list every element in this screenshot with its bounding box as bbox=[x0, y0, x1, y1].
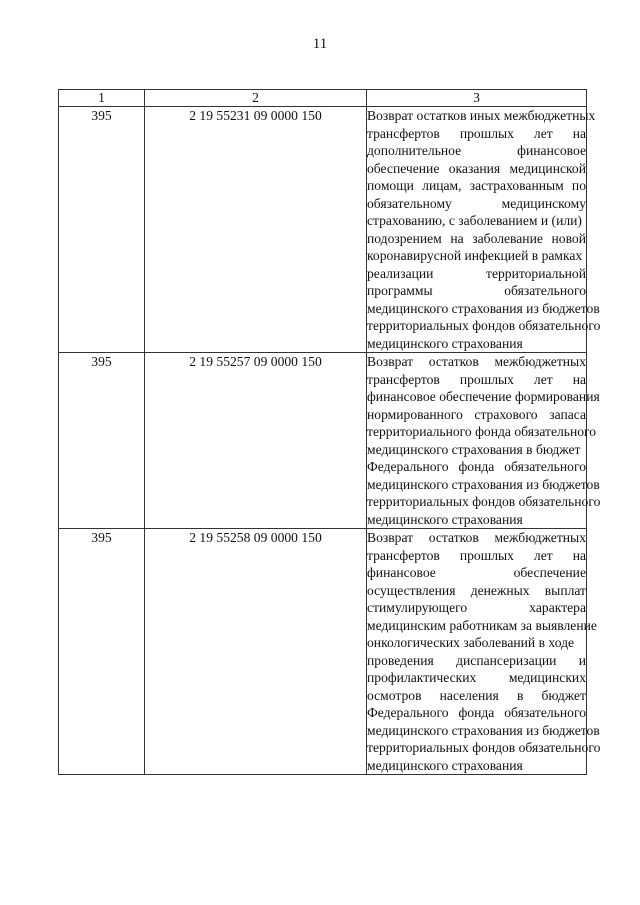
income-name-cell bbox=[367, 353, 601, 529]
name-text-line bbox=[367, 547, 586, 565]
name-text-line bbox=[367, 423, 597, 441]
name-word: обязательному bbox=[367, 195, 452, 211]
name-word: медицинской bbox=[509, 160, 586, 176]
name-word: страхованию, с заболеванием и (или) bbox=[367, 213, 582, 228]
name-word: территориального фонда обязательного bbox=[367, 424, 597, 439]
name-text-line bbox=[367, 687, 586, 705]
name-word: медицинских bbox=[508, 670, 586, 685]
name-text-line bbox=[367, 142, 586, 160]
name-text-line bbox=[367, 371, 586, 389]
name-word: обязательного bbox=[504, 459, 586, 474]
name-word: лет bbox=[533, 125, 553, 141]
name-word: прошлых bbox=[459, 547, 514, 563]
name-word: трансфертов bbox=[367, 371, 440, 387]
name-word: финансовое bbox=[367, 565, 436, 580]
name-word: проведения bbox=[367, 652, 434, 668]
name-text-line bbox=[367, 599, 586, 617]
name-word: межбюджетных bbox=[494, 354, 586, 369]
table-row bbox=[59, 529, 587, 775]
name-word: характера bbox=[529, 600, 586, 615]
name-text-line bbox=[367, 441, 586, 459]
name-text-line bbox=[367, 388, 600, 406]
name-text-line bbox=[367, 529, 586, 547]
name-word: межбюджетных bbox=[494, 530, 586, 545]
name-word: обязательного bbox=[504, 283, 586, 298]
name-word: коронавирусной инфекцией в рамках bbox=[367, 248, 583, 263]
header-col-3: 3 bbox=[367, 90, 587, 107]
name-word: стимулирующего bbox=[367, 600, 468, 615]
name-word: медицинскому bbox=[501, 195, 586, 211]
name-word: новой bbox=[551, 230, 586, 246]
name-text-line bbox=[367, 300, 600, 318]
admin-code-cell: 395 bbox=[59, 353, 145, 529]
name-word: лет bbox=[533, 371, 553, 387]
name-word: лицам, bbox=[422, 178, 462, 193]
admin-code-cell: 395 bbox=[59, 529, 145, 775]
name-word: страхового bbox=[474, 406, 538, 422]
name-word: Возврат bbox=[367, 530, 414, 545]
name-word: Возврат bbox=[367, 354, 414, 369]
name-word: на bbox=[572, 125, 586, 141]
name-word: дополнительное bbox=[367, 143, 462, 158]
name-text-line bbox=[367, 669, 586, 687]
name-word: медицинского страхования из бюджетов bbox=[367, 476, 600, 492]
name-text-line bbox=[367, 107, 596, 125]
name-word: Федерального bbox=[367, 459, 449, 474]
name-word: медицинского страхования из бюджетов bbox=[367, 722, 600, 738]
budget-table bbox=[58, 89, 601, 775]
name-text-line bbox=[367, 125, 586, 143]
name-word: запаса bbox=[549, 406, 586, 422]
name-word: территориальной bbox=[486, 265, 586, 281]
name-text-line bbox=[367, 564, 586, 582]
name-word: выплат bbox=[544, 582, 586, 598]
name-word: трансфертов bbox=[367, 547, 440, 563]
name-word: подозрением bbox=[367, 230, 442, 246]
budget-classification-code-cell: 2 19 55231 09 0000 150 bbox=[145, 107, 367, 353]
name-word: денежных bbox=[470, 582, 530, 598]
name-word: на bbox=[572, 371, 586, 387]
name-word: остатков bbox=[428, 354, 479, 369]
name-word: программы bbox=[367, 283, 433, 298]
name-text-line bbox=[367, 458, 586, 476]
name-word: оказания bbox=[448, 160, 501, 176]
name-word: по bbox=[571, 178, 586, 193]
name-word: населения bbox=[439, 687, 499, 703]
name-word: на bbox=[450, 230, 464, 246]
name-text-line bbox=[367, 335, 586, 353]
name-text-line bbox=[367, 617, 597, 635]
name-word: медицинского страхования bbox=[367, 511, 523, 527]
table-row bbox=[59, 107, 587, 353]
name-text-line bbox=[367, 722, 600, 740]
name-word: на bbox=[572, 547, 586, 563]
name-word: трансфертов bbox=[367, 125, 440, 141]
name-text-line bbox=[367, 317, 601, 335]
name-word: онкологических заболеваний в ходе bbox=[367, 635, 575, 650]
name-word: помощи bbox=[367, 178, 414, 193]
name-text-line bbox=[367, 493, 601, 511]
name-word: бюджет bbox=[541, 687, 586, 703]
name-text-line bbox=[367, 582, 586, 600]
name-text-line bbox=[367, 704, 586, 722]
name-word: и bbox=[578, 652, 586, 668]
name-text-line bbox=[367, 230, 586, 248]
name-text-line bbox=[367, 265, 586, 283]
name-text-line bbox=[367, 247, 586, 265]
name-text-line bbox=[367, 282, 586, 300]
name-text-line bbox=[367, 739, 601, 757]
name-text-line bbox=[367, 511, 586, 529]
name-word: осуществления bbox=[367, 582, 456, 598]
income-name-cell bbox=[367, 107, 601, 353]
name-text-line bbox=[367, 353, 586, 371]
name-word: медицинского страхования в бюджет bbox=[367, 441, 581, 457]
page-number: 11 bbox=[312, 36, 328, 52]
name-word: обеспечение bbox=[367, 160, 440, 176]
table-row bbox=[59, 353, 587, 529]
name-word: финансовое bbox=[517, 143, 586, 158]
name-text-line bbox=[367, 177, 586, 195]
name-word: фонда bbox=[458, 459, 495, 474]
name-text-line bbox=[367, 652, 586, 670]
name-text-line bbox=[367, 212, 586, 230]
income-name-cell bbox=[367, 529, 601, 775]
name-text-line bbox=[367, 757, 586, 775]
name-word: лет bbox=[533, 547, 553, 563]
name-text-line bbox=[367, 195, 586, 213]
name-word: реализации bbox=[367, 265, 434, 281]
table-header-row bbox=[59, 90, 587, 107]
name-word: заболевание bbox=[472, 230, 543, 246]
name-word: в bbox=[516, 687, 524, 703]
name-word: территориальных фондов обязательного bbox=[367, 494, 601, 509]
name-word: медицинского страхования bbox=[367, 757, 523, 773]
name-text-line bbox=[367, 634, 586, 652]
name-word: прошлых bbox=[459, 125, 514, 141]
name-word: прошлых bbox=[459, 371, 514, 387]
name-word: медицинского страхования из бюджетов bbox=[367, 300, 600, 316]
name-word: финансовое обеспечение формирования bbox=[367, 389, 600, 404]
name-word: медицинским работникам за выявление bbox=[367, 617, 597, 633]
name-word: нормированного bbox=[367, 406, 463, 422]
name-text-line bbox=[367, 406, 586, 424]
name-word: остатков bbox=[428, 530, 479, 545]
name-word: территориальных фондов обязательного bbox=[367, 318, 601, 333]
name-word: обеспечение bbox=[513, 565, 586, 580]
name-word: обязательного bbox=[504, 705, 586, 720]
header-col-1: 1 bbox=[59, 90, 145, 107]
name-word: осмотров bbox=[367, 687, 422, 703]
admin-code-cell: 395 bbox=[59, 107, 145, 353]
name-word: Федерального bbox=[367, 705, 449, 720]
budget-classification-code-cell: 2 19 55258 09 0000 150 bbox=[145, 529, 367, 775]
name-word: профилактических bbox=[367, 670, 477, 685]
name-text-line bbox=[367, 476, 600, 494]
name-word: территориальных фондов обязательного bbox=[367, 740, 601, 755]
name-word: диспансеризации bbox=[456, 652, 557, 668]
budget-classification-code-cell: 2 19 55257 09 0000 150 bbox=[145, 353, 367, 529]
header-col-2: 2 bbox=[145, 90, 367, 107]
name-word: медицинского страхования bbox=[367, 335, 523, 351]
name-word: Возврат остатков иных межбюджетных bbox=[367, 108, 596, 123]
name-text-line bbox=[367, 160, 586, 178]
name-word: застрахованным bbox=[469, 178, 564, 193]
name-word: фонда bbox=[458, 705, 495, 720]
